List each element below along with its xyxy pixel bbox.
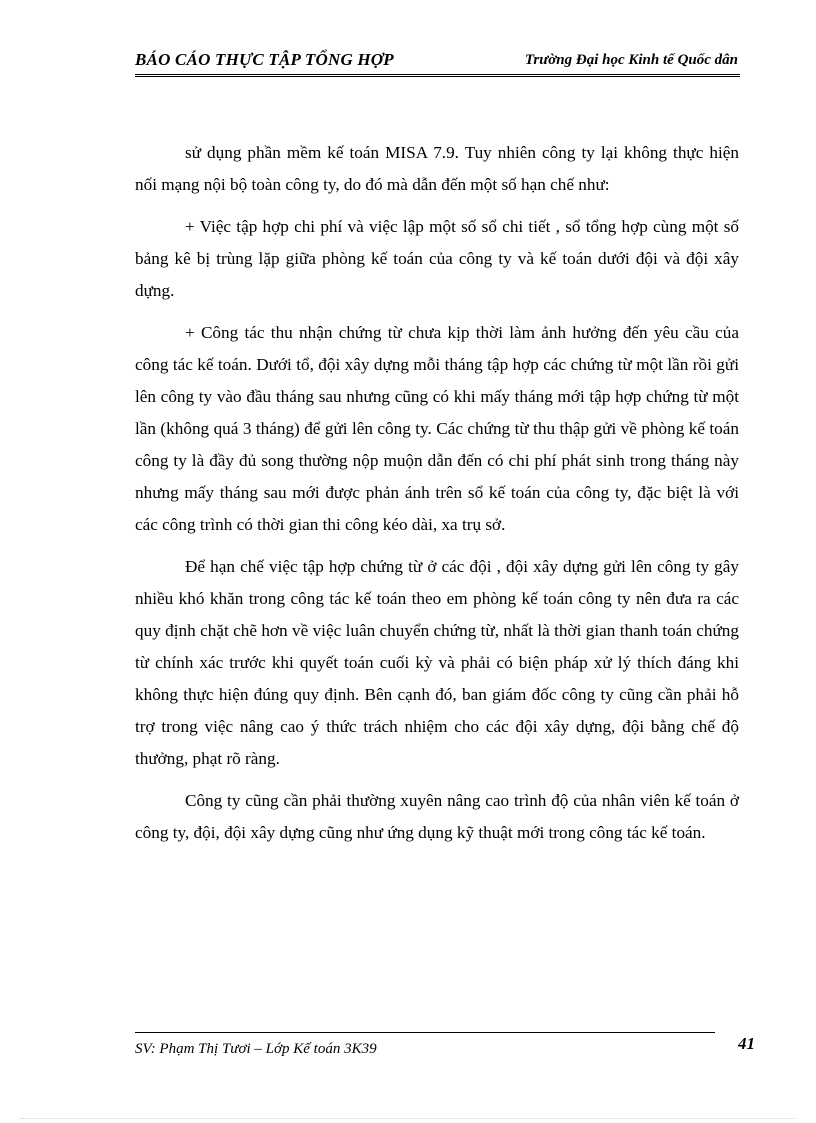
page-header	[135, 48, 740, 77]
page-number: 41	[738, 1034, 755, 1053]
document-body	[135, 137, 739, 859]
university-name: Trường Đại học Kinh tế Quốc dân	[524, 52, 738, 68]
paragraph-4: Để hạn chế việc tập hợp chứng từ ở các đội , đội xây dựng gửi lên công ty gây nhiều khó khăn trong công tác kế toán theo em phòng kế toán công ty nên đưa ra các quy định chặt chẽ hơn về việc luân chuyển chứng từ, nhất là thời gian thanh toán chứng từ chính xác trước khi quyết toán cuối kỳ và phải có biện pháp xử lý thích đáng khi không thực hiện đúng quy định. Bên cạnh đó, ban giám đốc công ty cũng cần phải hỗ trợ trong việc nâng cao ý thức trách nhiệm cho các đội xây dựng, đội bằng chế độ thưởng, phạt rõ ràng.	[135, 557, 739, 768]
paragraph-1: sử dụng phần mềm kế toán MISA 7.9. Tuy nhiên công ty lại không thực hiện nối mạng nội bộ toàn công ty, do đó mà dẫn đến một số hạn chế như:	[135, 143, 739, 194]
footer-divider	[135, 1032, 715, 1033]
page-bottom-border	[20, 1118, 796, 1119]
paragraph-3: + Công tác thu nhận chứng từ chưa kịp thời làm ảnh hưởng đến yêu cầu của công tác kế toán. Dưới tổ, đội xây dựng mỗi tháng tập hợp các chứng từ một lần rồi gửi lên công ty vào đầu tháng sau nhưng cũng có khi mấy tháng mới tập hợp chứng từ một lần (không quá 3 tháng) để gửi lên công ty. Các chứng từ thu thập gửi về phòng kế toán công ty là đầy đủ song thường nộp muộn dẫn đến có chi phí phát sinh trong tháng này nhưng mấy tháng sau mới được phản ánh trên sổ kế toán của công ty, đặc biệt là với các công trình có thời gian thi công kéo dài, xa trụ sở.	[135, 323, 739, 534]
student-info: SV: Phạm Thị Tươi – Lớp Kế toán 3K39	[135, 1041, 377, 1057]
paragraph-2: + Việc tập hợp chi phí và việc lập một số sổ chi tiết , sổ tổng hợp cùng một số bảng kê bị trùng lặp giữa phòng kế toán của công ty và kế toán dưới đội và đội xây dựng.	[135, 217, 739, 300]
paragraph-5: Công ty cũng cần phải thường xuyên nâng cao trình độ của nhân viên kế toán ở công ty, đội, đội xây dựng cũng như ứng dụng kỹ thuật mới trong công tác kế toán.	[135, 791, 739, 842]
report-title: BÁO CÁO THỰC TẬP TỔNG HỢP	[135, 50, 394, 69]
